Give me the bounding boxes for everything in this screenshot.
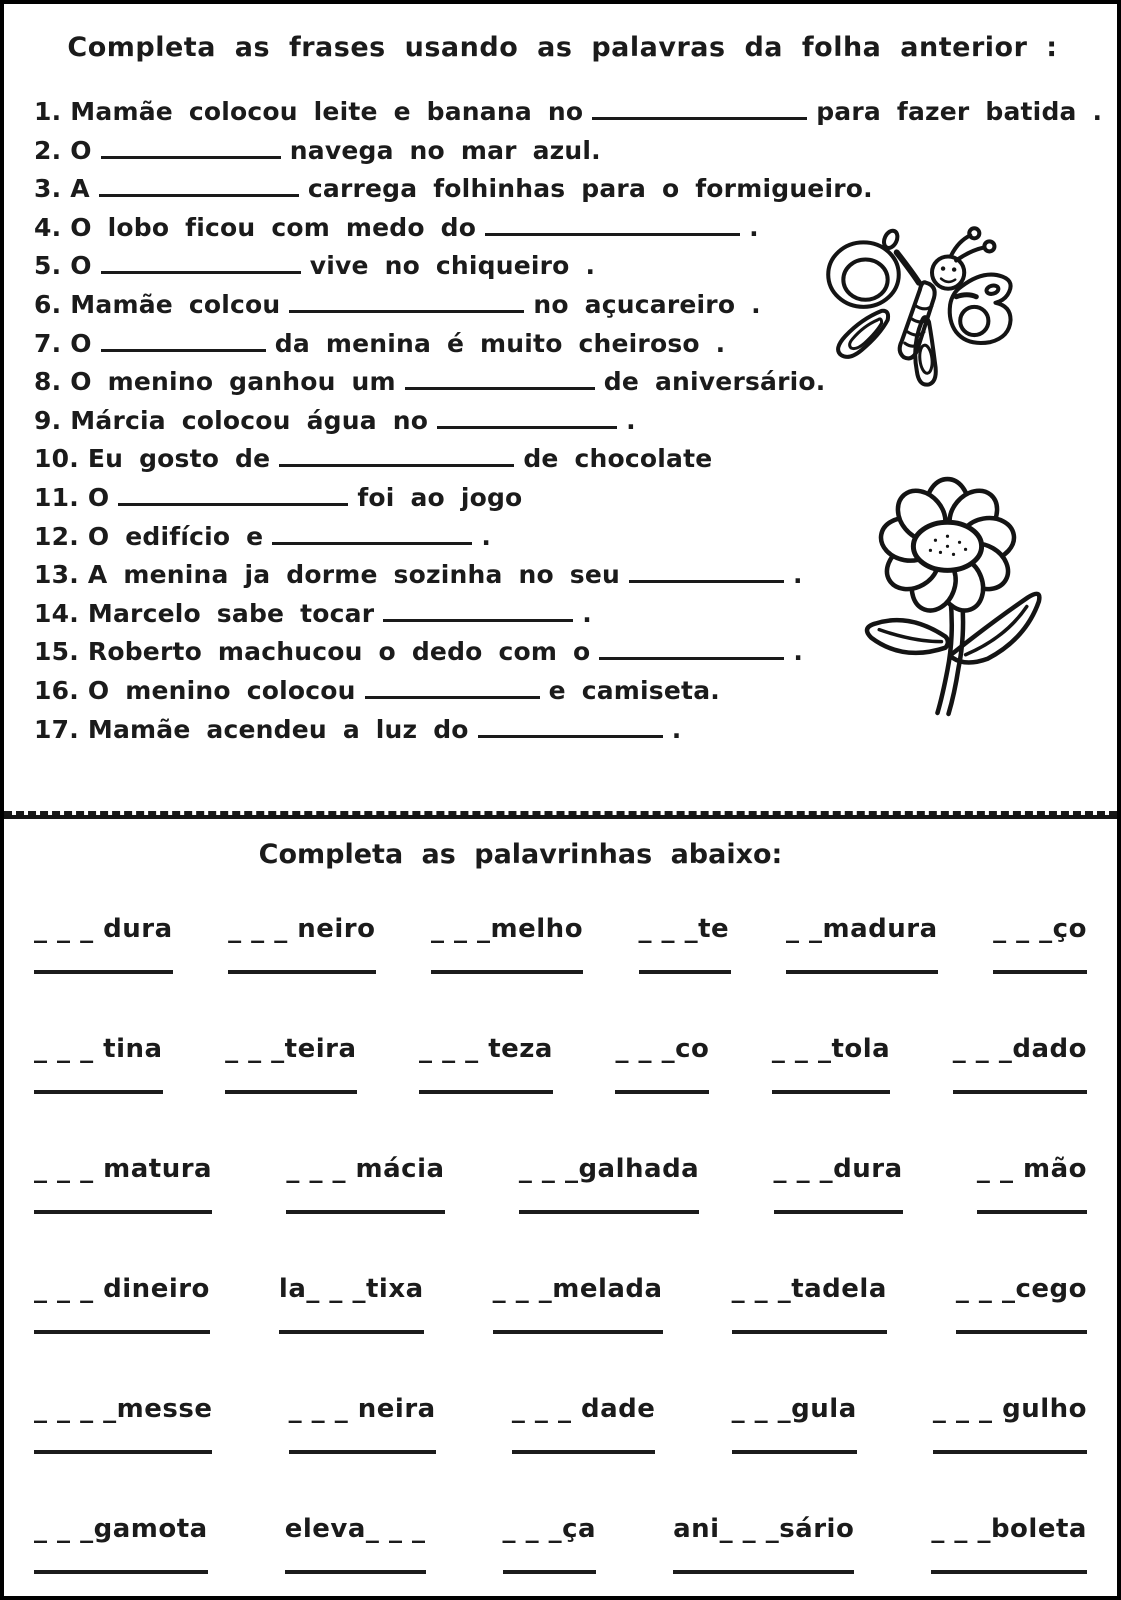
word-answer-line — [225, 1090, 356, 1094]
word-answer-line — [289, 1450, 436, 1454]
sentence-number: 8. — [34, 367, 62, 397]
word-fragment: _ _ _ matura — [34, 1154, 213, 1184]
sentence-number: 1. — [34, 97, 62, 126]
sentence-line — [34, 132, 1097, 171]
word-fragment: _ _ _ tina — [34, 1034, 163, 1064]
sentence-number: 6. — [34, 289, 62, 319]
sentence-text-after: carrega folhinhas para o formigueiro. — [307, 174, 873, 204]
word-item — [34, 1394, 212, 1454]
sentence-number: 3. — [34, 174, 62, 204]
word-item — [279, 1274, 424, 1334]
word-fragment: _ _ _ dineiro — [34, 1274, 210, 1304]
word-fragment: _ _ _melada — [492, 1274, 663, 1304]
sentence-text-before: O — [87, 482, 110, 512]
sentence-text-after: . — [582, 598, 592, 628]
word-item — [615, 1034, 709, 1094]
word-fragment: _ _ _gamota — [34, 1514, 208, 1544]
word-answer-line — [493, 1330, 663, 1334]
word-answer-line — [615, 1090, 709, 1094]
word-answer-line — [34, 1210, 212, 1214]
word-item — [673, 1514, 854, 1574]
sentence-number: 14. — [34, 598, 79, 628]
word-answer-line — [933, 1450, 1087, 1454]
word-fragment: _ _ _ dura — [34, 914, 173, 944]
word-fragment: la_ _ _tixa — [278, 1274, 424, 1304]
sentence-text-before: O menino ganhou um — [70, 367, 396, 397]
sentence-text-after: . — [793, 560, 803, 590]
sentence-text-before: O — [70, 328, 92, 358]
word-item — [285, 1514, 426, 1574]
sentence-number: 15. — [34, 637, 79, 667]
sentence-blank — [118, 500, 348, 506]
sentence-text-after: . — [749, 212, 759, 242]
word-fragment: _ _ _ teza — [419, 1034, 553, 1064]
word-item — [512, 1394, 656, 1454]
sentence-blank — [599, 654, 784, 660]
sentence-blank — [485, 230, 740, 236]
word-item — [431, 914, 583, 974]
word-fragment: _ _ _ço — [993, 914, 1087, 944]
word-completion-section — [4, 815, 1117, 1596]
sentence-blank — [101, 153, 281, 159]
word-fragment: _ _ _co — [615, 1034, 710, 1064]
word-row — [24, 1034, 1097, 1094]
word-answer-line — [503, 1570, 597, 1574]
sentence-blank — [437, 423, 617, 429]
word-fragment: _ _ _galhada — [518, 1154, 700, 1184]
sentence-text-before: Mamãe colcou — [70, 289, 281, 319]
word-answer-line — [786, 970, 938, 974]
word-item — [493, 1274, 663, 1334]
sentence-text-after: e camiseta. — [548, 675, 720, 705]
word-item — [34, 1514, 208, 1574]
word-answer-line — [279, 1330, 424, 1334]
sentence-text-after: . — [793, 637, 804, 667]
word-fragment: _ _ _tola — [771, 1034, 891, 1064]
word-answer-line — [34, 1450, 212, 1454]
word-fragment: _ _ _teira — [225, 1034, 357, 1064]
word-answer-line — [732, 1450, 857, 1454]
sentence-text-after: no açucareiro . — [533, 289, 761, 319]
word-item — [228, 914, 375, 974]
sentence-blank — [629, 577, 784, 583]
sentence-blank — [365, 693, 540, 699]
sentences-section — [4, 4, 1117, 815]
word-fragment: _ _ _melho — [430, 914, 584, 944]
sentence-text-before: O — [70, 135, 92, 165]
sentence-line — [34, 93, 1103, 132]
word-fragment: _ _madura — [785, 914, 938, 944]
word-row — [24, 1394, 1097, 1454]
word-item — [286, 1154, 444, 1214]
sentence-number: 10. — [34, 444, 79, 474]
sentence-text-after: de aniversário. — [603, 367, 826, 397]
word-item — [953, 1034, 1087, 1094]
sentence-number: 13. — [34, 560, 79, 590]
word-row — [24, 1154, 1097, 1214]
sentence-text-after: . — [671, 714, 682, 744]
word-rows — [24, 914, 1097, 1574]
sentence-number: 11. — [34, 482, 79, 512]
word-answer-line — [953, 1090, 1087, 1094]
word-answer-line — [228, 970, 375, 974]
word-fragment: _ _ _ mácia — [286, 1154, 445, 1184]
sentence-text-before: Eu gosto de — [87, 444, 271, 474]
sentence-blank — [272, 539, 472, 545]
word-item — [639, 914, 731, 974]
sentence-text-after: de chocolate — [523, 444, 713, 474]
section2-title: Completa as palavrinhas abaixo: — [258, 839, 783, 870]
sentence-blank — [101, 268, 301, 274]
sentence-text-before: O edifício e — [87, 521, 264, 551]
word-item — [34, 1154, 212, 1214]
word-answer-line — [34, 1330, 210, 1334]
word-answer-line — [732, 1330, 887, 1334]
word-row — [24, 1274, 1097, 1334]
word-fragment: _ _ _dura — [773, 1154, 903, 1184]
word-fragment: _ _ _boleta — [931, 1514, 1087, 1544]
sentence-text-before: Marcelo sabe tocar — [87, 598, 375, 628]
word-item — [503, 1514, 597, 1574]
word-fragment: eleva_ _ _ — [284, 1514, 426, 1544]
word-answer-line — [977, 1210, 1087, 1214]
sentence-number: 5. — [34, 251, 62, 281]
sentence-text-before: O lobo ficou com medo do — [70, 212, 477, 242]
sentence-text-before: Márcia colocou água no — [70, 405, 429, 435]
sentence-text-after: da menina é muito cheiroso . — [274, 328, 726, 358]
sentence-blank — [383, 616, 573, 622]
word-fragment: _ _ mão — [976, 1154, 1087, 1184]
word-fragment: _ _ _tadela — [731, 1274, 887, 1304]
word-fragment: _ _ _ gulho — [932, 1394, 1087, 1424]
flower-drawing — [847, 464, 1053, 730]
word-answer-line — [34, 1090, 163, 1094]
section1-title: Completa as frases usando as palavras da folha anterior : — [67, 32, 1058, 63]
word-item — [786, 914, 938, 974]
sentence-blank — [405, 384, 595, 390]
word-answer-line — [512, 1450, 656, 1454]
word-item — [519, 1154, 699, 1214]
sentence-text-before: A — [70, 174, 90, 204]
word-item — [956, 1274, 1087, 1334]
sentence-text-after: . — [481, 521, 492, 551]
sentence-number: 9. — [34, 405, 62, 435]
sentence-text-before: A menina ja dorme sozinha no seu — [87, 560, 620, 590]
word-fragment: _ _ _ _messe — [34, 1394, 213, 1424]
sentence-blank — [101, 346, 266, 352]
word-item — [34, 1034, 163, 1094]
word-answer-line — [931, 1570, 1087, 1574]
sentence-number: 7. — [34, 328, 62, 358]
sentence-text-before: Mamãe colocou leite e banana no — [70, 97, 584, 126]
sentence-blank — [478, 732, 663, 738]
sentence-blank — [592, 114, 807, 120]
word-fragment: _ _ _cego — [955, 1274, 1087, 1304]
word-answer-line — [956, 1330, 1087, 1334]
sentence-blank — [279, 461, 514, 467]
sentence-text-before: Mamãe acendeu a luz do — [87, 714, 469, 744]
word-answer-line — [673, 1570, 854, 1574]
word-fragment: _ _ _ neira — [288, 1394, 436, 1424]
word-answer-line — [34, 1570, 208, 1574]
word-row — [24, 914, 1097, 974]
word-item — [289, 1394, 436, 1454]
sentence-text-after: foi ao jogo — [357, 482, 523, 512]
word-fragment: ani_ _ _sário — [673, 1514, 855, 1544]
word-row — [24, 1514, 1097, 1574]
word-item — [774, 1154, 903, 1214]
butterfly-drawing — [797, 192, 1069, 464]
word-item — [977, 1154, 1087, 1214]
word-item — [772, 1034, 890, 1094]
word-answer-line — [639, 970, 731, 974]
word-answer-line — [285, 1570, 426, 1574]
sentence-text-after: para fazer batida . — [816, 97, 1103, 126]
word-answer-line — [772, 1090, 890, 1094]
sentence-text-before: O menino colocou — [87, 675, 356, 705]
word-item — [419, 1034, 553, 1094]
word-answer-line — [519, 1210, 699, 1214]
word-item — [732, 1274, 887, 1334]
word-answer-line — [774, 1210, 903, 1214]
word-item — [34, 914, 173, 974]
word-answer-line — [34, 970, 173, 974]
sentence-text-before: O — [70, 251, 92, 281]
word-fragment: _ _ _gula — [731, 1394, 857, 1424]
word-fragment: _ _ _ neiro — [228, 914, 376, 944]
word-item — [931, 1514, 1087, 1574]
word-fragment: _ _ _te — [638, 914, 730, 944]
sentence-blank — [289, 307, 524, 313]
sentence-blank — [99, 191, 299, 197]
word-answer-line — [286, 1210, 444, 1214]
word-answer-line — [419, 1090, 553, 1094]
word-item — [933, 1394, 1087, 1454]
word-fragment: _ _ _ dade — [511, 1394, 656, 1424]
word-item — [34, 1274, 210, 1334]
word-item — [732, 1394, 857, 1454]
word-item — [225, 1034, 356, 1094]
sentence-number: 17. — [34, 714, 79, 744]
sentence-text-after: vive no chiqueiro . — [309, 251, 596, 281]
sentence-number: 2. — [34, 135, 62, 165]
sentence-text-after: . — [626, 405, 636, 435]
word-answer-line — [993, 970, 1087, 974]
sentence-text-before: Roberto machucou o dedo com o — [87, 637, 591, 667]
sentence-number: 12. — [34, 521, 79, 551]
sentence-number: 4. — [34, 212, 62, 242]
word-fragment: _ _ _ça — [502, 1514, 597, 1544]
word-fragment: _ _ _dado — [952, 1034, 1087, 1064]
word-answer-line — [431, 970, 583, 974]
word-item — [993, 914, 1087, 974]
sentence-text-after: navega no mar azul. — [289, 135, 601, 165]
sentence-number: 16. — [34, 675, 79, 705]
